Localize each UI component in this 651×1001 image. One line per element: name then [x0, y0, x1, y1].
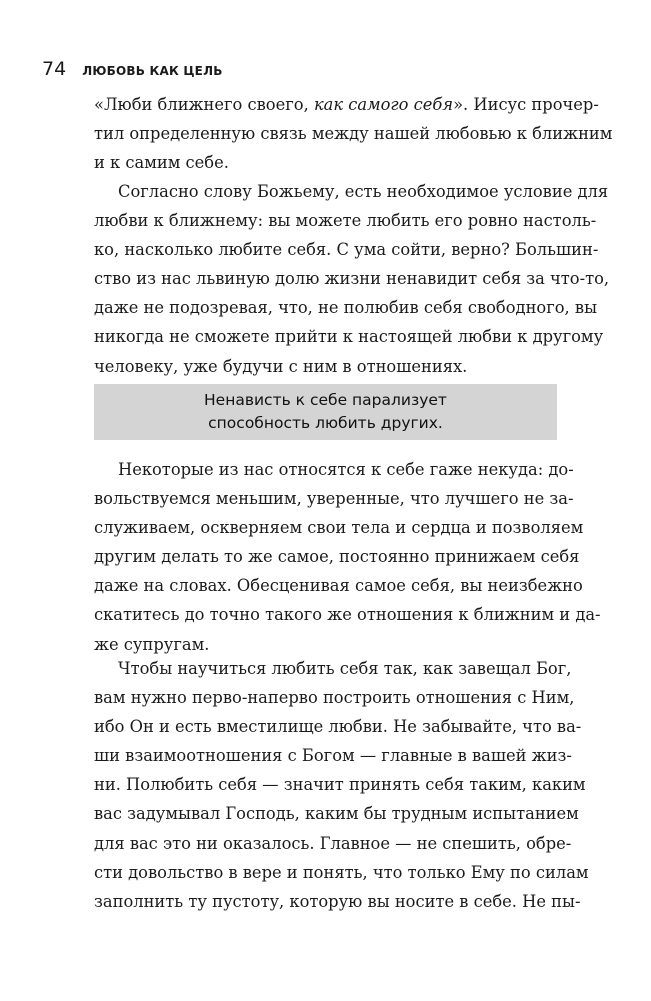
page-header [42, 58, 223, 80]
text-line: служиваем, оскверняем свои тела и сердца и позволяем [94, 518, 584, 538]
text-line: ни. Полюбить себя — значит принять себя таким, каким [94, 775, 586, 795]
text-line: другим делать то же самое, постоянно принижаем себя [94, 547, 580, 567]
text-line: заполнить ту пустоту, которую вы носите в себе. Не пы- [94, 891, 581, 911]
text-line: ибо Он и есть вместилище любви. Не забывайте, что ва- [94, 717, 582, 737]
paragraph-3 [94, 455, 601, 659]
text-line: Чтобы научиться любить себя так, как завещал Бог, [118, 659, 572, 678]
text-line: сти довольство в вере и понять, что только Ему по силам [94, 862, 589, 882]
italic-quote: как самого себя [313, 95, 454, 114]
page-number: 74 [42, 58, 67, 80]
text-line: для вас это ни оказалось. Главное — не спешить, обре- [94, 833, 572, 853]
text-line: никогда не сможете прийти к настоящей любви к другому [94, 327, 604, 347]
text-line: же супругам. [94, 634, 210, 654]
text-line: и к самим себе. [94, 153, 229, 173]
text-line: даже не подозревая, что, не полюбив себя свободного, вы [94, 298, 598, 318]
text-line: даже на словах. Обесценивая самое себя, вы неизбежно [94, 576, 583, 596]
paragraph-2 [94, 177, 610, 381]
text-line: вас задумывал Господь, каким бы трудным испытанием [94, 804, 579, 824]
paragraph-1 [94, 90, 613, 177]
text-line: Некоторые из нас относятся к себе гаже некуда: до- [118, 460, 574, 479]
text-line: тил определенную связь между нашей любовью к ближним [94, 124, 613, 144]
text-line: вам нужно перво-наперво построить отношения с Ним, [94, 688, 575, 708]
text-fragment: «Люби ближнего своего, [94, 95, 314, 114]
text-line: вольствуемся меньшим, уверенные, что лучшего не за- [94, 489, 574, 509]
text-line: скатитесь до точно такого же отношения к ближним и да- [94, 605, 601, 625]
pull-quote [94, 384, 557, 440]
text-line: ко, насколько любите себя. С ума сойти, верно? Большин- [94, 240, 599, 260]
paragraph-4 [94, 654, 589, 916]
running-head: ЛЮБОВЬ КАК ЦЕЛЬ [82, 64, 223, 78]
text-line: ши взаимоотношения с Богом — главные в вашей жиз- [94, 746, 572, 766]
pull-quote-line-2: способность любить других. [208, 414, 443, 432]
text-line: человеку, уже будучи с ним в отношениях. [94, 356, 468, 376]
text-fragment: ». Иисус прочер- [453, 95, 599, 114]
text-line: ство из нас львиную долю жизни ненавидит себя за что-то, [94, 269, 610, 289]
pull-quote-line-1: Ненависть к себе парализует [204, 391, 447, 409]
text-line: любви к ближнему: вы можете любить его ровно настоль- [94, 211, 597, 231]
text-line: Согласно слову Божьему, есть необходимое условие для [118, 182, 609, 201]
text-line [94, 90, 599, 119]
